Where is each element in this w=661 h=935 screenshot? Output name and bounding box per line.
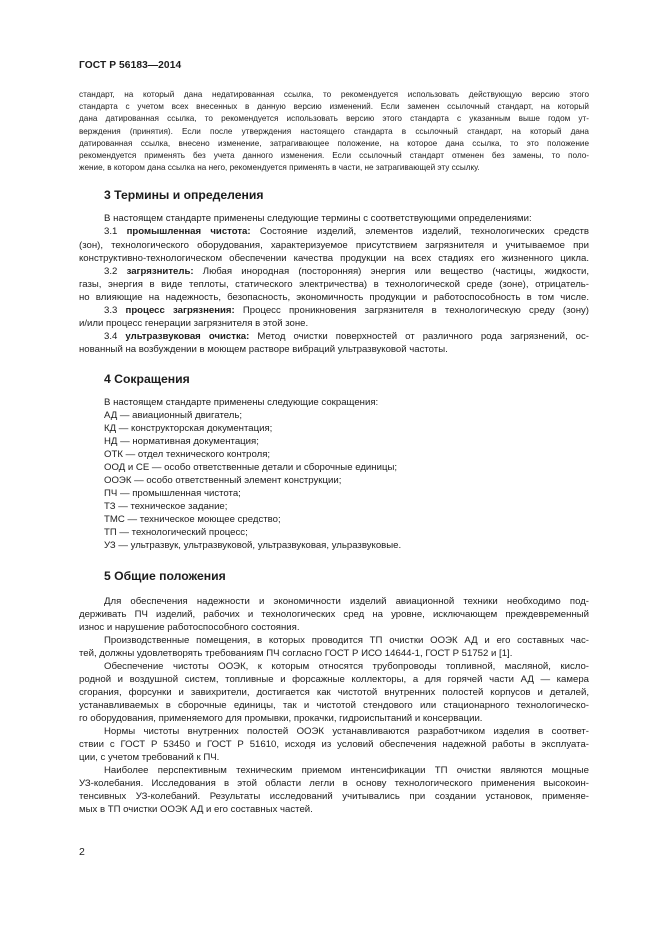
- section-4-title: 4 Сокращения: [104, 371, 190, 386]
- section-3-lead: В настоящем стандарте применены следующие термины с соответствующими определениями:: [104, 213, 532, 225]
- abbreviation-item: АД — авиационный двигатель;: [104, 409, 243, 421]
- paragraph-line: го оборудования, применяемого для промывки, прокачки, гидроиспытаний и консервации.: [79, 712, 483, 724]
- section-5-paragraph: [79, 764, 589, 816]
- paragraph-line: тенсивных УЗ-колебаний. Результаты исследований учитывались при создании установок, применяе-: [79, 791, 589, 803]
- term-definition-line: но влияющие на надежность, безопасность, экономичность продукции и работоспособность в том числе.: [79, 291, 589, 303]
- abbreviation-item: ООЭК — особо ответственный элемент конструкции;: [104, 475, 342, 487]
- paragraph-line: мых в ТП очистки ООЭК АД и его составных частей.: [79, 804, 313, 816]
- abbreviation-item: ТП — технологический процесс;: [104, 527, 248, 539]
- term-name: процесс загрязнения:: [125, 304, 235, 316]
- intro-line: стандарта с учетом всех внесенных в данную версию изменений. Если заменен ссылочный стандарт, на который: [79, 102, 589, 112]
- paragraph-line: Для обеспечения надежности и экономичности изделий авиационной техники необходимо под-: [104, 595, 589, 607]
- term-definition-line: и/или процесс генерации загрязнителя в этой зоне.: [79, 317, 309, 329]
- page-number: 2: [79, 846, 85, 858]
- term-number: 3.2: [104, 265, 118, 277]
- abbreviation-item: ТЗ — техническое задание;: [104, 501, 228, 513]
- term-definition-line: нованный на возбуждении в моющем растворе вибраций ультразвуковой частоты.: [79, 343, 448, 355]
- term-definition-line: конструктивно-технологическом обеспечении качества продукции на всех стадиях его жизненного цикла.: [79, 252, 589, 264]
- paragraph-line: Нормы чистоты внутренних полостей ООЭК устанавливаются разработчиком изделия в соответ-: [104, 725, 589, 737]
- term-first-line: [79, 304, 589, 317]
- term-name: ультразвуковая очистка:: [125, 330, 250, 342]
- abbreviation-item: ООД и СЕ — особо ответственные детали и сборочные единицы;: [104, 462, 398, 474]
- paragraph-line: тей, должны удовлетворять требованиям ПЧ согласно ГОСТ Р ИСО 14644-1, ГОСТ Р 51752 и [1].: [79, 647, 513, 659]
- intro-paragraph: [79, 89, 589, 174]
- section-3-title: 3 Термины и определения: [104, 188, 264, 203]
- term-definition: Метод очистки поверхностей от различного рода загрязнений, ос-: [257, 330, 590, 342]
- term-3-2: [79, 265, 589, 304]
- paragraph-line: УЗ-колебания. Исследования в этой области легли в основу технологического применения высокоин-: [79, 778, 589, 790]
- abbreviation-item: НД — нормативная документация;: [104, 436, 259, 448]
- paragraph-line: сгорания, форсунки и завихрители, достигается как чистотой внутренних полостей корпусов и деталей,: [79, 686, 589, 698]
- abbreviation-list: [79, 409, 589, 553]
- term-number: 3.4: [104, 330, 118, 342]
- section-5-title: 5 Общие положения: [104, 568, 226, 583]
- abbreviation-item: ПЧ — промышленная чистота;: [104, 488, 241, 500]
- intro-line: датированная ссылка, внесено изменение, затрагивающее положение, на которое дана ссылка, то это положение: [79, 138, 589, 148]
- paragraph-line: Обеспечение чистоты ООЭК, к которым относятся трубопроводы топливной, масляной, кисло-: [104, 660, 589, 672]
- paragraph-line: ции, с учетом требований к ПЧ.: [79, 752, 220, 764]
- section-5-paragraph: [79, 634, 589, 660]
- abbreviation-item: УЗ — ультразвук, ультразвуковой, ультразвуковая, ульразвуковые.: [104, 540, 402, 552]
- intro-line: жение, в котором дана ссылка на него, рекомендуется применять в части, не затрагивающей эту ссылку.: [79, 163, 480, 173]
- section-5-paragraph: [79, 725, 589, 764]
- term-number: 3.3: [104, 304, 118, 316]
- document-header: ГОСТ Р 56183—2014: [79, 60, 182, 71]
- page-content: [79, 89, 589, 816]
- section-5-paragraph: [79, 660, 589, 725]
- intro-line: стандарт, на который дана недатированная ссылка, то рекомендуется использовать действующую версию этого: [79, 90, 589, 99]
- term-first-line: [79, 265, 589, 278]
- section-5-paragraph: [79, 595, 589, 634]
- term-definition: Любая инородная (посторонняя) энергия или вещество (частицы, жидкости,: [202, 265, 589, 277]
- abbreviation-item: ТМС — техническое моющее средство;: [104, 514, 281, 526]
- intro-line: верждения (принятия). Если после утверждения настоящего стандарта в ссылочный стандарт, на который дана: [79, 126, 589, 136]
- term-definition: Процесс проникновения загрязнителя в технологическую среду (зону): [242, 304, 589, 316]
- intro-line: рекомендуется применять без учета данного изменения. Если ссылочный стандарт отменен без замены, то поло-: [79, 151, 589, 161]
- term-name: загрязнитель:: [126, 265, 194, 277]
- term-definition: Состояние изделий, элементов изделий, технологических средств: [259, 226, 589, 238]
- paragraph-line: ствии с ГОСТ Р 53450 и ГОСТ Р 51610, исходя из условий обеспечения надежной работы в эксплуата-: [79, 739, 589, 751]
- term-definition-line: газы, энергия в виде теплоты, статического электричества) в технологической среде (зоне), отрицатель-: [79, 278, 589, 290]
- term-definition-line: (зон), технологического оборудования, характеризуемое присутствием загрязнителя и учитываемое при: [79, 239, 589, 251]
- term-3-4: [79, 330, 589, 356]
- paragraph-line: Производственные помещения, в которых проводится ТП очистки ООЭК АД и его составных час-: [104, 634, 589, 646]
- term-name: промышленная чистота:: [126, 226, 251, 238]
- term-3-3: [79, 304, 589, 330]
- term-first-line: [79, 225, 589, 238]
- paragraph-line: Наиболее перспективным техническим приемом интенсификации ТП очистки являются мощные: [104, 765, 589, 777]
- term-number: 3.1: [104, 226, 118, 238]
- abbreviation-item: КД — конструкторская документация;: [104, 423, 273, 435]
- paragraph-line: устанавливаемых в сборочные единицы, так и чистотой стендового или стационарного технологическо-: [79, 699, 589, 711]
- paragraph-line: держивать ПЧ изделий, рабочих и технологических сред на уровне, исключающем преждевременный: [79, 608, 589, 620]
- paragraph-line: родной и воздушной систем, топливные и форсажные коллекторы, а для горячей части АД — камера: [79, 673, 589, 685]
- paragraph-line: износ и нарушение работоспособного состояния.: [79, 621, 300, 633]
- abbreviation-item: ОТК — отдел технического контроля;: [104, 449, 271, 461]
- intro-line: дана датированная ссылка, то рекомендуется использовать версию этого стандарта с указанным выше годом ут-: [79, 114, 589, 124]
- section-4-lead: В настоящем стандарте применены следующие сокращения:: [104, 396, 379, 408]
- term-first-line: [79, 330, 589, 343]
- term-3-1: [79, 225, 589, 264]
